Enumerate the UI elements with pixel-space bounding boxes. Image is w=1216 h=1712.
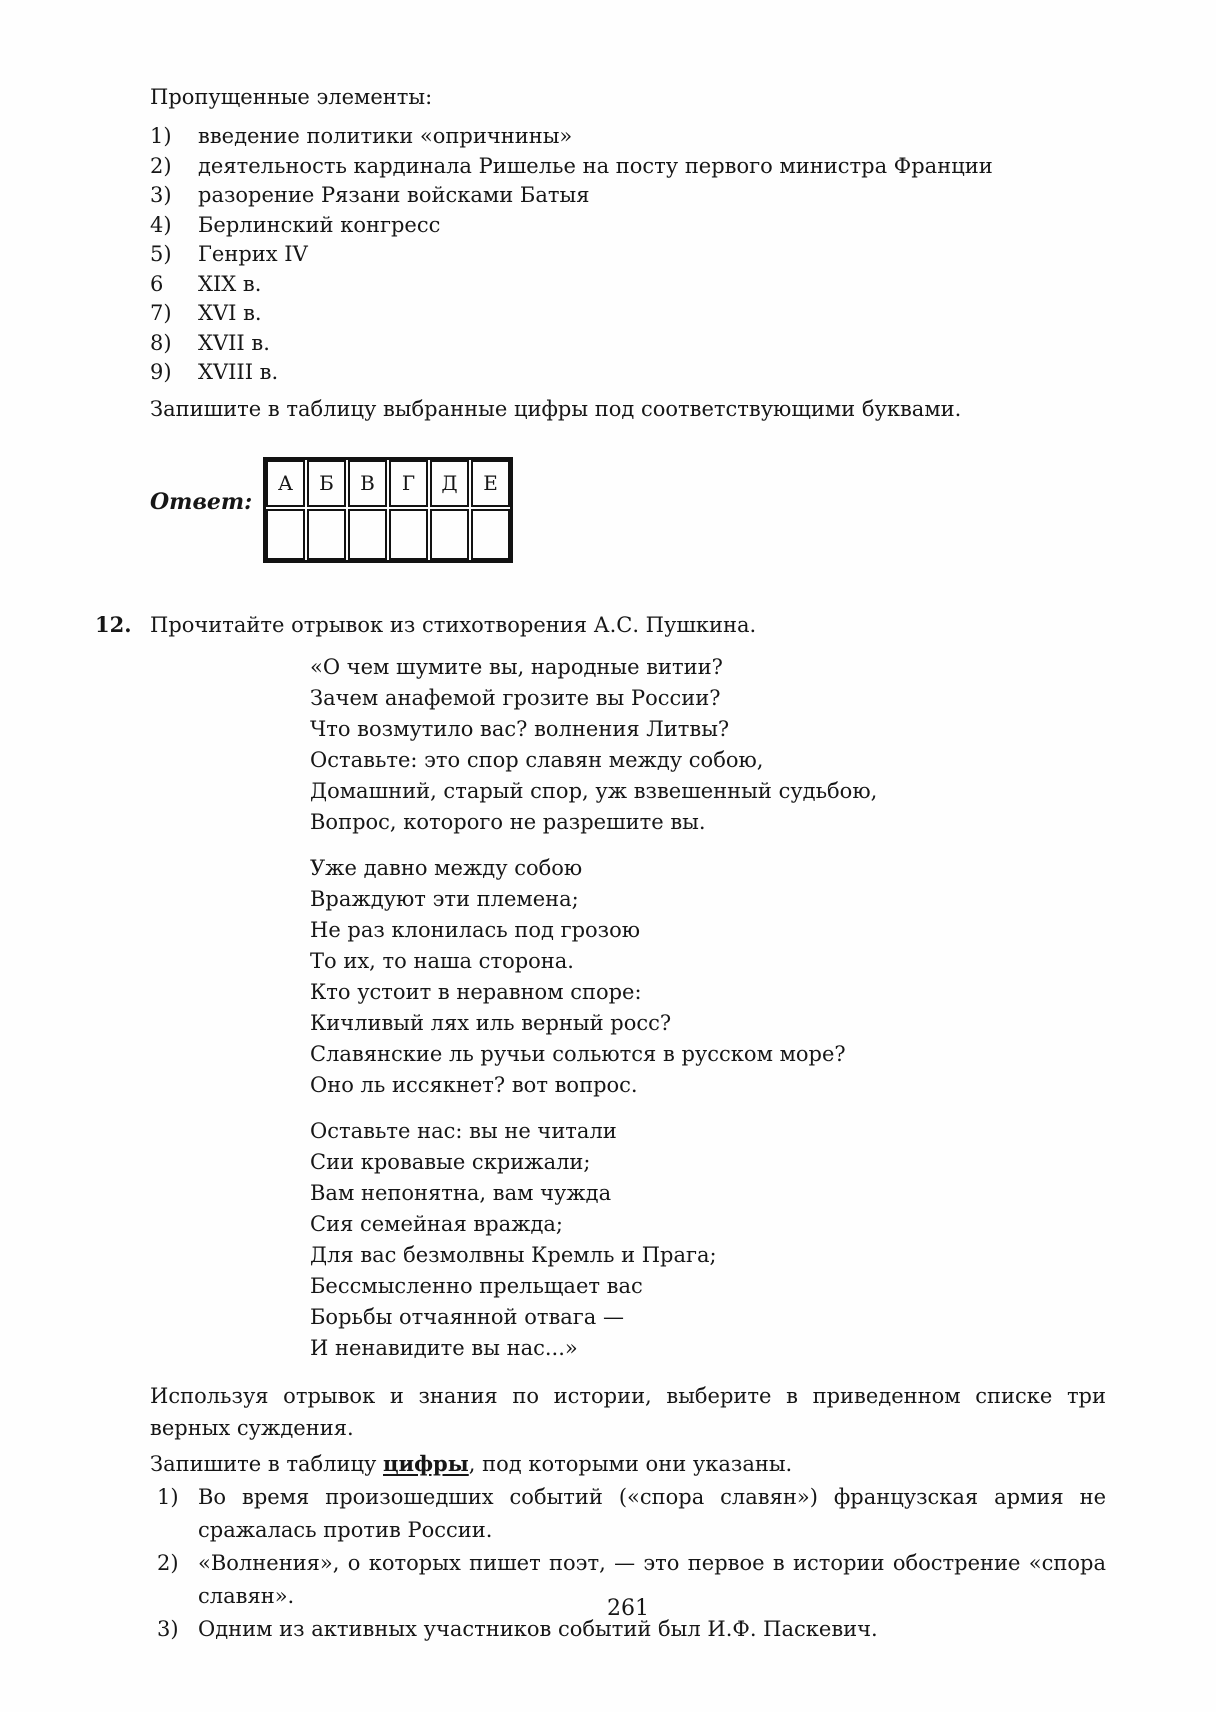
option-text: XIX в.	[198, 271, 262, 296]
poem-line: То их, то наша сторона.	[310, 948, 574, 973]
write-digits-after: , под которыми они указаны.	[468, 1451, 793, 1476]
option-number: 2)	[150, 153, 172, 178]
poem-line: Сии кровавые скрижали;	[310, 1149, 591, 1174]
option-number: 5)	[150, 242, 172, 266]
page-number: 261	[607, 1596, 649, 1621]
poem-line: Вам непонятна, вам чужда	[310, 1180, 612, 1205]
poem-line: Для вас безмолвны Кремль и Прага;	[310, 1242, 717, 1267]
poem-line: Уже давно между собою	[310, 855, 583, 880]
option-item	[150, 152, 1106, 182]
answer-table-header-cell: В	[348, 460, 387, 507]
option-number: 6	[150, 271, 164, 296]
option-text: разорение Рязани войсками Батыя	[198, 183, 590, 207]
poem-line: Домашний, старый спор, уж взвешенный судьбою,	[310, 778, 878, 803]
statement-text: Одним из активных участников событий был И.Ф. Паскевич.	[198, 1617, 878, 1641]
digits-emphasis: цифры	[383, 1450, 469, 1476]
poem-line: Что возмутило вас? волнения Литвы?	[310, 716, 730, 741]
poem-line: Бессмысленно прельщает вас	[310, 1273, 643, 1298]
poem-line: Зачем анафемой грозите вы России?	[310, 685, 721, 710]
answer-table-header-cell: Д	[430, 460, 469, 507]
option-item	[150, 122, 1106, 152]
statements-list	[150, 1481, 1106, 1646]
option-text: деятельность кардинала Ришелье на посту первого министра Франции	[198, 153, 993, 178]
task-number: 12.	[95, 611, 132, 637]
option-item	[150, 240, 1106, 270]
option-item	[150, 329, 1106, 359]
poem-line: Вопрос, которого не разрешите вы.	[310, 809, 706, 834]
statement-number: 2)	[157, 1551, 179, 1575]
poem-line: И ненавидите вы нас...»	[310, 1335, 578, 1360]
poem-line: Сия семейная вражда;	[310, 1211, 564, 1236]
option-text: Генрих IV	[198, 242, 308, 266]
answer-label: Ответ:	[150, 488, 253, 515]
page-content	[95, 83, 1106, 1646]
poem-line: Не раз клонилась под грозою	[310, 917, 641, 942]
poem-line: Борьбы отчаянной отвага —	[310, 1304, 625, 1329]
answer-table-value-cell	[348, 509, 387, 560]
option-text: XVII в.	[198, 330, 270, 355]
statement-text: «Волнения», о которых пишет поэт, — это первое в истории обострение «спора славян».	[198, 1551, 1106, 1608]
option-number: 4)	[150, 212, 172, 237]
option-number: 8)	[150, 330, 172, 355]
option-item	[150, 358, 1106, 388]
statement-number: 3)	[157, 1617, 179, 1641]
poem-excerpt	[310, 652, 1106, 1364]
option-text: Берлинский конгресс	[198, 212, 441, 237]
poem-line: Славянские ль ручьи сольются в русском море?	[310, 1041, 846, 1066]
write-digits-before: Запишите в таблицу	[150, 1451, 383, 1476]
answer-table-value-cell	[389, 509, 428, 560]
option-number: 9)	[150, 360, 172, 384]
poem-stanza	[310, 652, 1106, 838]
poem-line: «О чем шумите вы, народные витии?	[310, 654, 723, 679]
poem-stanza	[310, 1116, 1106, 1364]
option-number: 1)	[150, 124, 172, 148]
table-write-instruction: Запишите в таблицу выбранные цифры под соответствующими буквами.	[150, 396, 962, 421]
option-item	[150, 299, 1106, 329]
answer-table-header-cell: Е	[471, 460, 510, 507]
answer-table-value-cell	[471, 509, 510, 560]
answer-table-header-cell: Б	[307, 460, 346, 507]
poem-line: Оно ль иссякнет? вот вопрос.	[310, 1072, 638, 1097]
answer-table-header-cell: А	[266, 460, 305, 507]
option-item	[150, 181, 1106, 211]
statement-number: 1)	[157, 1485, 179, 1509]
poem-line: Оставьте нас: вы не читали	[310, 1118, 617, 1143]
poem-line: Оставьте: это спор славян между собою,	[310, 747, 764, 772]
missing-elements-header: Пропущенные элементы:	[150, 85, 433, 109]
task-prompt: Прочитайте отрывок из стихотворения А.С. Пушкина.	[150, 612, 757, 637]
answer-table	[263, 457, 513, 563]
poem-line: Кичливый лях иль верный росс?	[310, 1010, 672, 1035]
write-digits-instruction	[150, 1448, 1106, 1481]
option-number: 3)	[150, 183, 172, 207]
statement-item	[150, 1481, 1106, 1547]
option-text: введение политики «опричнины»	[198, 124, 573, 148]
statement-text: Во время произошедших событий («спора славян») французская армия не сражалась против России.	[198, 1485, 1106, 1542]
option-text: XVIII в.	[198, 360, 279, 384]
answer-table-value-cell	[307, 509, 346, 560]
option-item	[150, 211, 1106, 241]
answer-table-value-cell	[430, 509, 469, 560]
option-text: XVI в.	[198, 301, 262, 325]
answer-table-value-cell	[266, 509, 305, 560]
poem-stanza	[310, 853, 1106, 1101]
missing-elements-options	[150, 122, 1106, 388]
poem-line: Враждуют эти племена;	[310, 886, 579, 911]
option-number: 7)	[150, 301, 172, 325]
answer-section	[150, 457, 1106, 563]
judgement-instruction: Используя отрывок и знания по истории, выберите в приведенном списке три верных суждения.	[150, 1383, 1106, 1440]
poem-line: Кто устоит в неравном споре:	[310, 979, 642, 1004]
task-12-header	[95, 611, 1106, 639]
option-item	[150, 270, 1106, 300]
answer-table-header-cell: Г	[389, 460, 428, 507]
